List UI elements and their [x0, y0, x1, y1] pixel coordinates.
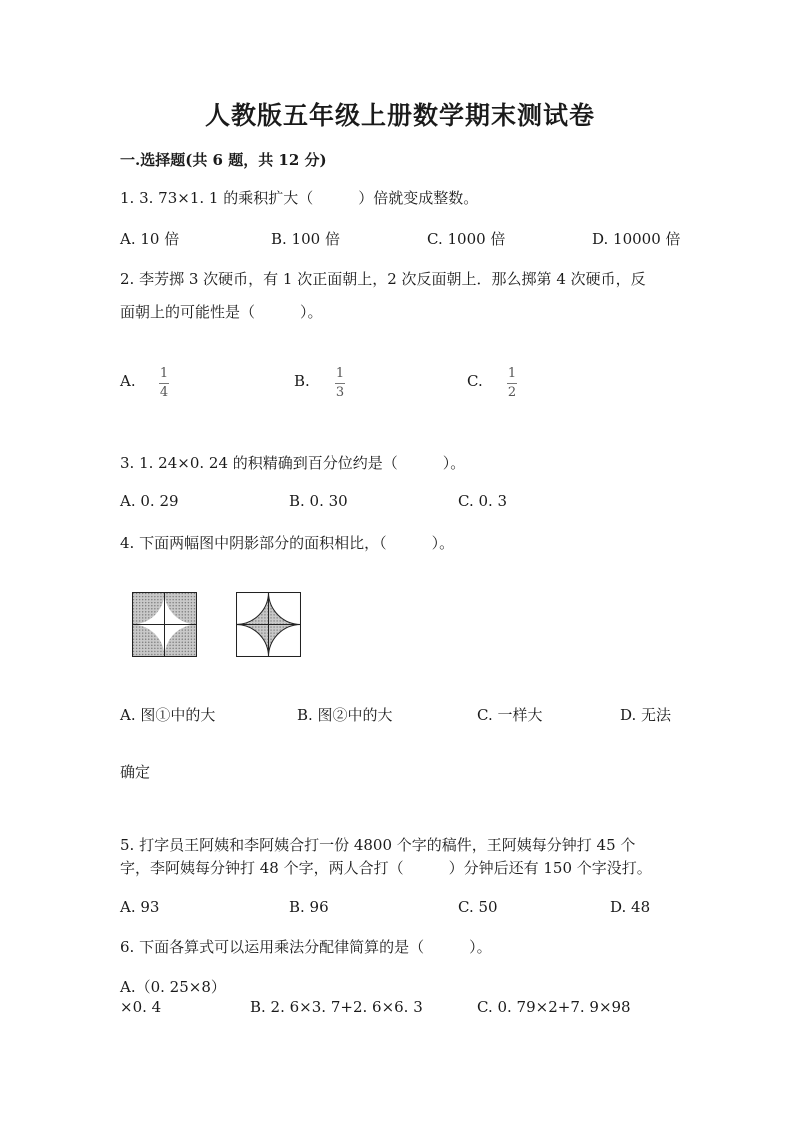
section-heading: 一.选择题(共 6 题，共 12 分) [120, 151, 327, 169]
question-6-option-b: B. 2. 6×3. 7+2. 6×6. 3 [250, 998, 423, 1016]
question-2-option-b-label: B. [294, 372, 310, 390]
question-5-text-line-1: 5. 打字员王阿姨和李阿姨合打一份 4800 个字的稿件，王阿姨每分钟打 45 个 [120, 836, 636, 854]
question-3-option-c: C. 0. 3 [458, 492, 508, 510]
question-1-option-d: D. 10000 倍 [592, 230, 681, 248]
question-2-option-b-fraction [335, 367, 345, 400]
fraction-numerator: 1 [335, 366, 345, 381]
question-2-option-c-label: C. [467, 372, 483, 390]
question-4-option-b: B. 图②中的大 [297, 706, 393, 724]
question-2-option-a-fraction [159, 367, 169, 400]
question-6-option-c: C. 0. 79×2+7. 9×98 [477, 998, 631, 1016]
fraction-bar [335, 383, 345, 384]
question-6-option-a-line-1: A.（0. 25×8） [120, 978, 226, 996]
question-3-option-a: A. 0. 29 [120, 492, 179, 510]
question-2-text-line-2: 面朝上的可能性是（ ）。 [120, 303, 323, 321]
fraction-denominator: 2 [507, 385, 517, 400]
question-3-text: 3. 1. 24×0. 24 的积精确到百分位约是（ ）。 [120, 454, 466, 472]
question-2-option-c-fraction [507, 367, 517, 400]
question-1-option-c: C. 1000 倍 [427, 230, 506, 248]
question-4-option-d-wrap: 确定 [120, 763, 151, 781]
question-1-option-b: B. 100 倍 [271, 230, 340, 248]
figure-2-star [236, 592, 301, 657]
question-1-option-a: A. 10 倍 [120, 230, 180, 248]
fraction-bar [507, 383, 517, 384]
question-4-text: 4. 下面两幅图中阴影部分的面积相比，（ ）。 [120, 534, 455, 552]
fraction-denominator: 3 [335, 385, 345, 400]
question-6-option-a-line-2: ×0. 4 [120, 998, 162, 1016]
question-5-option-d: D. 48 [610, 898, 651, 916]
page-title: 人教版五年级上册数学期末测试卷 [204, 101, 595, 130]
question-4-option-d: D. 无法 [620, 706, 672, 724]
fraction-numerator: 1 [507, 366, 517, 381]
question-5-option-c: C. 50 [458, 898, 498, 916]
question-4-option-c: C. 一样大 [477, 706, 543, 724]
figure-1-pinwheel [132, 592, 197, 657]
question-2-text-line-1: 2. 李芳掷 3 次硬币，有 1 次正面朝上，2 次反面朝上．那么掷第 4 次硬币，反 [120, 270, 646, 288]
question-5-option-b: B. 96 [289, 898, 329, 916]
question-2-option-a-label: A. [120, 372, 136, 390]
question-6-text: 6. 下面各算式可以运用乘法分配律简算的是（ ）。 [120, 938, 492, 956]
question-5-text-line-2: 字，李阿姨每分钟打 48 个字，两人合打（ ）分钟后还有 150 个字没打。 [120, 859, 652, 877]
fraction-bar [159, 383, 169, 384]
fraction-numerator: 1 [159, 366, 169, 381]
question-3-option-b: B. 0. 30 [289, 492, 348, 510]
question-4-option-a: A. 图①中的大 [120, 706, 216, 724]
question-5-option-a: A. 93 [120, 898, 160, 916]
question-1-text: 1. 3. 73×1. 1 的乘积扩大（ ）倍就变成整数。 [120, 189, 479, 207]
fraction-denominator: 4 [159, 385, 169, 400]
